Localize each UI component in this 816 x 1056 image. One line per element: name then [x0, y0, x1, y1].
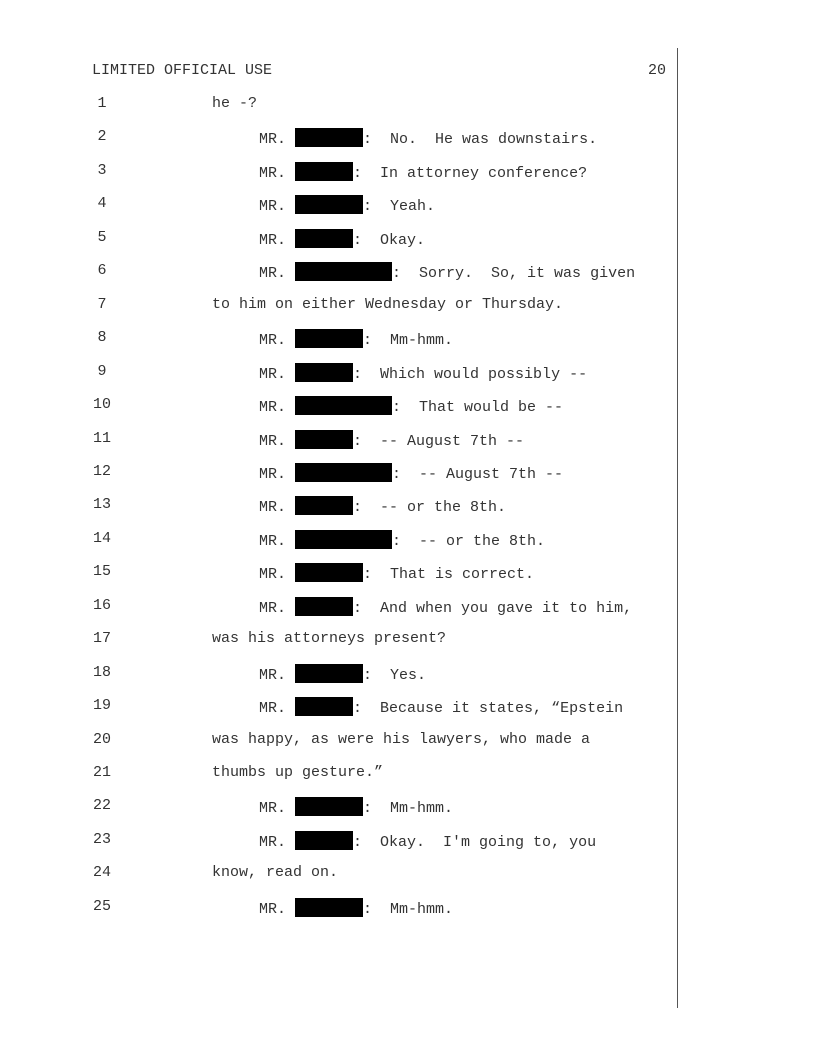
redaction-block — [295, 463, 392, 482]
line-text: : -- August 7th -- — [353, 432, 525, 450]
line-text: he -? — [212, 95, 258, 112]
speaker-line — [259, 664, 426, 684]
line-number: 14 — [92, 529, 111, 547]
redaction-block — [295, 664, 363, 683]
redaction-block — [295, 898, 363, 917]
speaker-title: MR. — [259, 365, 287, 383]
speaker-title: MR. — [259, 164, 287, 182]
speaker-title: MR. — [259, 666, 287, 684]
speaker-line — [259, 597, 632, 617]
line-text: to him on either Wednesday or Thursday. — [212, 295, 564, 313]
speaker-line — [259, 530, 545, 550]
redaction-block — [295, 229, 353, 248]
speaker-title: MR. — [259, 332, 287, 350]
line-text: thumbs up gesture.” — [212, 764, 384, 781]
speaker-line — [259, 128, 597, 148]
line-text: : That would be -- — [392, 399, 564, 417]
redaction-block — [295, 329, 363, 348]
line-text: : Mm-hmm. — [363, 332, 454, 350]
line-text: was happy, as were his lawyers, who made a — [212, 730, 591, 748]
line-number: 17 — [92, 630, 111, 648]
continuation-line — [212, 764, 383, 781]
line-text: : Okay. I'm going to, you — [353, 833, 597, 851]
speaker-line — [259, 496, 506, 516]
right-margin-rule — [677, 48, 678, 1008]
line-text: : In attorney conference? — [353, 164, 588, 182]
speaker-title: MR. — [259, 700, 287, 718]
speaker-title: MR. — [259, 599, 287, 617]
line-number: 23 — [92, 830, 111, 848]
speaker-line — [259, 262, 635, 282]
redaction-block — [295, 697, 353, 716]
redaction-block — [295, 128, 363, 147]
line-text: : -- August 7th -- — [392, 465, 564, 483]
speaker-title: MR. — [259, 800, 287, 818]
line-number: 24 — [92, 864, 111, 882]
continuation-line — [212, 630, 446, 647]
line-text: : Mm-hmm. — [363, 800, 454, 818]
speaker-title: MR. — [259, 265, 287, 283]
continuation-line — [212, 731, 590, 748]
continuation-line — [212, 95, 257, 112]
speaker-line — [259, 396, 563, 416]
speaker-line — [259, 563, 534, 583]
line-number: 9 — [97, 362, 107, 380]
line-text: : That is correct. — [363, 566, 535, 584]
continuation-line — [212, 864, 338, 881]
speaker-line — [259, 195, 435, 215]
speaker-title: MR. — [259, 198, 287, 216]
line-number: 13 — [92, 496, 111, 514]
line-number: 5 — [97, 228, 107, 246]
speaker-line — [259, 898, 453, 918]
speaker-title: MR. — [259, 566, 287, 584]
speaker-line — [259, 697, 623, 717]
speaker-title: MR. — [259, 833, 287, 851]
speaker-line — [259, 430, 524, 450]
redaction-block — [295, 831, 353, 850]
line-number: 6 — [97, 262, 107, 280]
redaction-block — [295, 496, 353, 515]
speaker-title: MR. — [259, 900, 287, 918]
redaction-block — [295, 162, 353, 181]
line-number: 12 — [92, 462, 111, 480]
line-text: : Okay. — [353, 231, 426, 249]
line-number: 10 — [92, 396, 111, 414]
line-number: 19 — [92, 697, 111, 715]
line-number: 21 — [92, 764, 111, 781]
page-number: 20 — [647, 62, 666, 79]
speaker-title: MR. — [259, 532, 287, 550]
redaction-block — [295, 530, 392, 549]
redaction-block — [295, 597, 353, 616]
line-text: : Yes. — [363, 666, 427, 684]
line-number: 2 — [97, 128, 107, 146]
line-text: : And when you gave it to him, — [353, 599, 633, 617]
redaction-block — [295, 363, 353, 382]
speaker-line — [259, 797, 453, 817]
line-number: 25 — [92, 897, 111, 915]
speaker-line — [259, 162, 587, 182]
line-text: : Sorry. So, it was given — [392, 265, 636, 283]
speaker-line — [259, 831, 596, 851]
line-text: : -- or the 8th. — [392, 532, 546, 550]
continuation-line — [212, 296, 563, 313]
line-number: 8 — [97, 329, 107, 347]
redaction-block — [295, 262, 392, 281]
line-text: : -- or the 8th. — [353, 499, 507, 517]
speaker-title: MR. — [259, 399, 287, 417]
line-number: 16 — [92, 596, 111, 614]
line-text: : Yeah. — [363, 198, 436, 216]
speaker-title: MR. — [259, 499, 287, 517]
line-number: 4 — [97, 195, 107, 213]
speaker-title: MR. — [259, 231, 287, 249]
redaction-block — [295, 195, 363, 214]
line-number: 15 — [92, 563, 111, 581]
redaction-block — [295, 396, 392, 415]
line-number: 11 — [92, 429, 111, 447]
line-text: know, read on. — [212, 864, 339, 882]
line-text: was his attorneys present? — [212, 630, 447, 648]
speaker-line — [259, 463, 563, 483]
line-number: 1 — [97, 95, 107, 112]
speaker-title: MR. — [259, 432, 287, 450]
line-text: : Which would possibly -- — [353, 365, 588, 383]
line-number: 18 — [92, 663, 111, 681]
redaction-block — [295, 797, 363, 816]
line-number: 20 — [92, 730, 111, 748]
redaction-block — [295, 563, 363, 582]
line-text: : Because it states, “Epstein — [353, 700, 624, 718]
line-number: 22 — [92, 797, 111, 815]
classification-header: LIMITED OFFICIAL USE — [92, 62, 273, 79]
speaker-line — [259, 229, 425, 249]
line-number: 7 — [97, 295, 107, 313]
speaker-title: MR. — [259, 465, 287, 483]
speaker-line — [259, 363, 587, 383]
line-text: : Mm-hmm. — [363, 900, 454, 918]
line-text: : No. He was downstairs. — [363, 131, 598, 149]
speaker-title: MR. — [259, 131, 287, 149]
line-number: 3 — [97, 161, 107, 179]
speaker-line — [259, 329, 453, 349]
redaction-block — [295, 430, 353, 449]
